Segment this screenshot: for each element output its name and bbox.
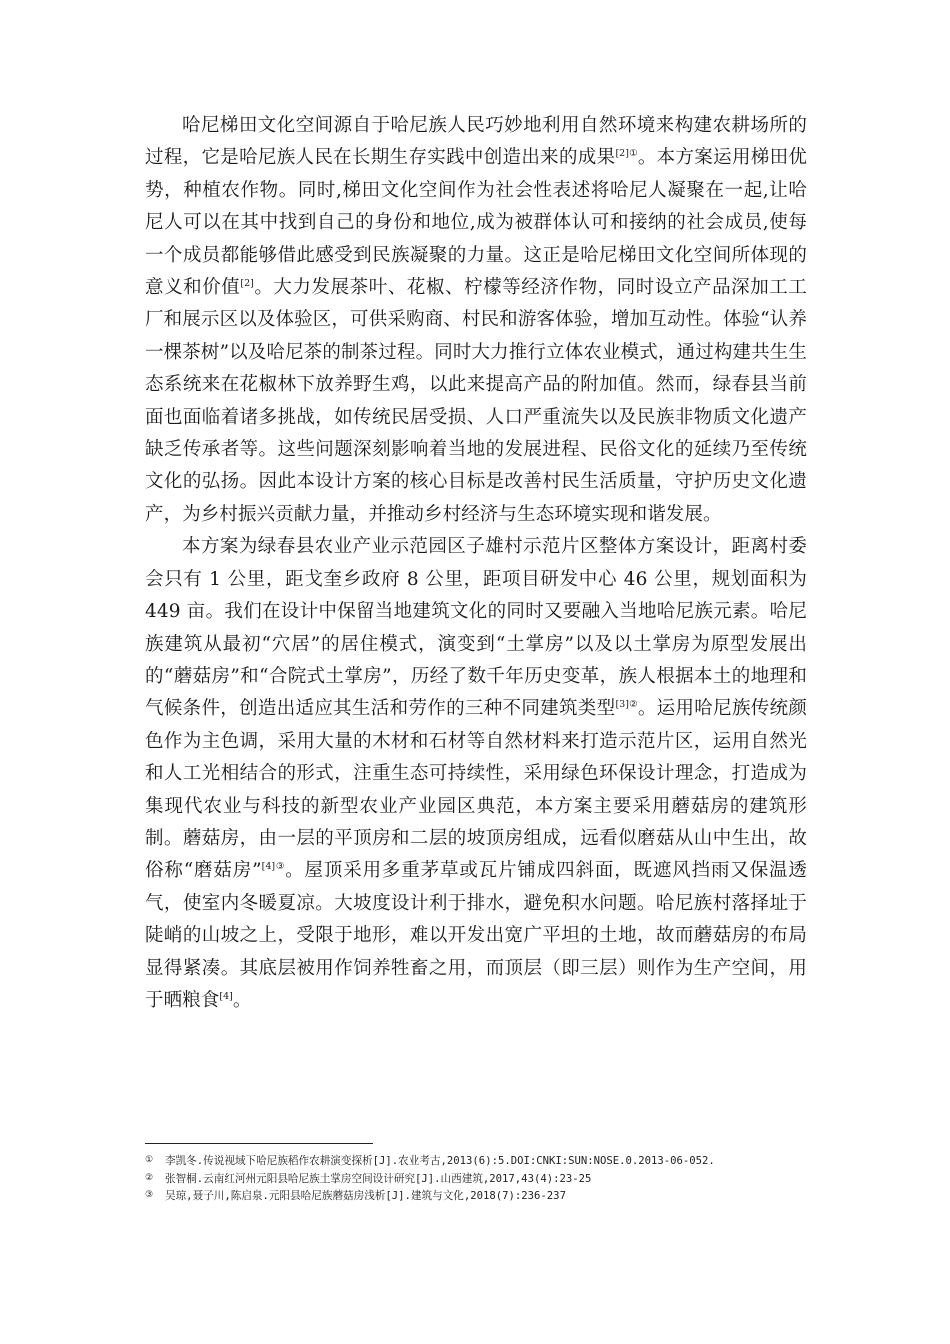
paragraph-text: 本方案为绿春县农业产业示范园区子雄村示范片区整体方案设计，距离村委会只有 1 公里，距戈奎乡政府 8 公里，距项目研发中心 46 公里，规划面积为 449 亩。我们在设计中保留当地建筑文化的同时又要融入当地哈尼族元素。哈尼族建筑从最初“穴居”的居住模式，演变到“土掌房”以及以土掌房为原型发展出的“蘑菇房”和“合院式土掌房”，历经了数千年历史变革，族人根据本土的地理和气候条件，创造出适应其生活和劳作的三种不同建筑类型 — [145, 536, 807, 720]
citation-ref: [4]③ — [261, 861, 286, 873]
footnote-marker: ① — [145, 1155, 154, 1165]
footnote-3 — [145, 1187, 807, 1205]
footnotes — [145, 1152, 807, 1205]
paragraph-text: 。 — [232, 989, 252, 1011]
footnote-text: 李凯冬.传说视域下哈尼族稻作农耕演变探析[J].农业考古,2013(6):5.DOI:CNKI:SUN:NOSE.0.2013-06-052. — [165, 1155, 715, 1167]
citation-ref: [2]① — [615, 148, 638, 160]
paragraph-text: 。运用哈尼族传统颜色作为主色调，采用大量的木材和石材等自然材料来打造示范片区，运用自然光和人工光相结合的形式，注重生态可持续性，采用绿色环保设计理念，打造成为集现代农业与科技的新型农业产业园区典范，本方案主要采用蘑菇房的建筑形制。蘑菇房，由一层的平顶房和二层的坡顶房组成，远看似磨菇从山中生出，故俗称“磨菇房” — [145, 698, 807, 882]
footnote-1 — [145, 1152, 807, 1170]
citation-ref: [3]② — [615, 699, 638, 711]
paragraph-text: 。屋顶采用多重茅草或瓦片铺成四斜面，既遮风挡雨又保温透气，使室内冬暖夏凉。大坡度设计利于排水，避免积水问题。哈尼族村落择址于陡峭的山坡之上，受限于地形，难以开发出宽广平坦的土地，故而蘑菇房的布局显得紧凑。其底层被用作饲养牲畜之用，而顶层（即三层）则作为生产空间，用于晒粮食 — [145, 860, 808, 1011]
footnote-text: 吴琼,聂子川,陈启泉.元阳县哈尼族蘑菇房浅析[J].建筑与文化,2018(7):236-237 — [165, 1190, 566, 1202]
body-text — [145, 110, 807, 1017]
citation-ref: [4] — [219, 990, 233, 1002]
footnote-divider — [145, 1143, 373, 1144]
paragraph-1 — [145, 110, 807, 531]
footnote-2 — [145, 1170, 807, 1188]
citation-ref: [2] — [240, 277, 254, 289]
footnote-text: 张智桐.云南红河州元阳县哈尼族土掌房空间设计研究[J].山西建筑,2017,43(4):23-25 — [165, 1172, 592, 1185]
paragraph-text: 哈尼梯田文化空间源自于哈尼族人民巧妙地利用自然环境来构建农耕场所的过程，它是哈尼族人民在长期生存实践中创造出来的成果 — [145, 115, 807, 169]
footnote-marker: ③ — [145, 1190, 154, 1200]
paragraph-text: 。大力发展茶叶、花椒、柠檬等经济作物，同时设立产品深加工工厂和展示区以及体验区，可供采购商、村民和游客体验，增加互动性。体验“认养一棵茶树”以及哈尼茶的制茶过程。同时大力推行立体农业模式，通过构建共生生态系统来在花椒林下放养野生鸡，以此来提高产品的附加值。然而，绿春县当前面也面临着诸多挑战，如传统民居受损、人口严重流失以及民族非物质文化遗产缺乏传承者等。这些问题深刻影响着当地的发展进程、民俗文化的延续乃至传统文化的弘扬。因此本设计方案的核心目标是改善村民生活质量，守护历史文化遗产，为乡村振兴贡献力量，并推动乡村经济与生态环境实现和谐发展。 — [145, 277, 807, 525]
paragraph-2 — [145, 531, 807, 1017]
footnote-marker: ② — [145, 1172, 154, 1183]
paragraph-text: 。本方案运用梯田优势，种植农作物。同时,梯田文化空间作为社会性表述将哈尼人凝聚在一起,让哈尼人可以在其中找到自己的身份和地位,成为被群体认可和接纳的社会成员,使每一个成员都能够借此感受到民族凝聚的力量。这正是哈尼梯田文化空间所体现的意义和价值 — [145, 147, 807, 299]
